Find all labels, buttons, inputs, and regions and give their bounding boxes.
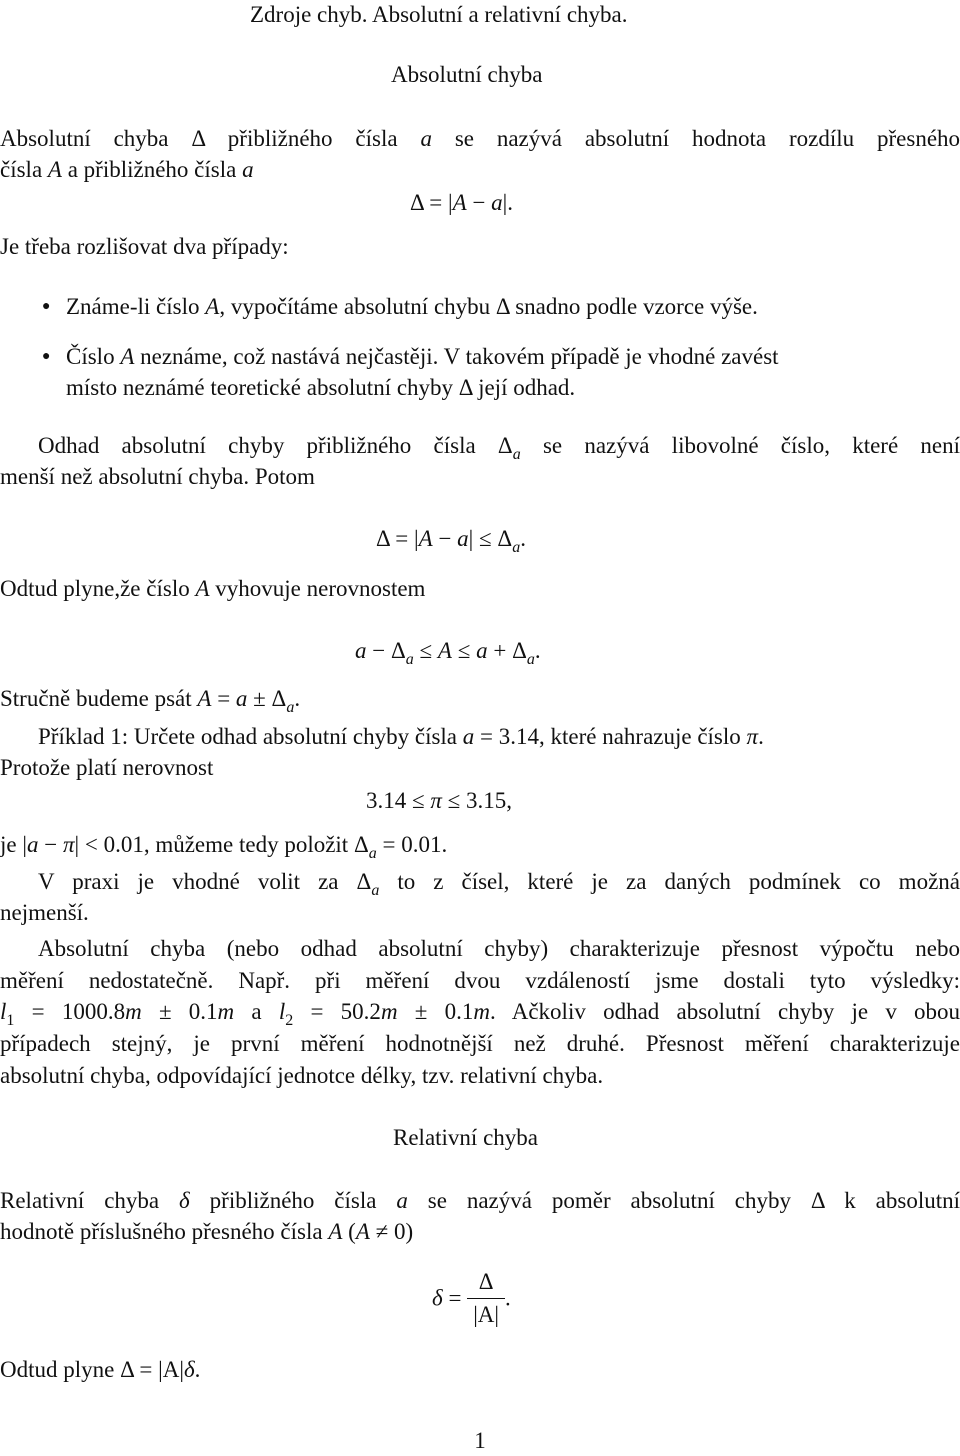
precision-paragraph-line-2: měření nedostatečně. Např. při měření dvou vzdáleností jsme dostali tyto výsledky: bbox=[0, 968, 960, 993]
equation-pi-bounds: 3.14 ≤ π ≤ 3.15, bbox=[366, 788, 513, 813]
precision-paragraph-line-3: $l_1 = 1000.8m \pm 0.1m$ a $l_2 = 50.2m \pm 0.1m$. Ačkoliv odhad absolutní chyby je v obou bbox=[0, 999, 960, 1029]
definition-line-2: čísla A a přibližného čísla a bbox=[0, 157, 254, 182]
estimate-line-1: Odhad absolutní chyby přibližného čísla $\Delta_a$ se nazývá libovolné číslo, které není bbox=[38, 433, 960, 463]
bullet-item-unknown-value-line-1: Číslo A neznáme, což nastává nejčastěji. V takovém případě je vhodné zavést bbox=[66, 344, 779, 369]
example-line-2: Protože platí nerovnost bbox=[0, 755, 214, 780]
equation-absolute-error: Δ = |A − a|. bbox=[410, 190, 514, 215]
precision-paragraph-line-4: případech stejný, je první měření hodnotnější než druhé. Přesnost měření charakterizuje bbox=[0, 1031, 960, 1056]
section-heading-absolute-error: Absolutní chyba bbox=[391, 62, 543, 87]
relative-definition-line-1: Relativní chyba δ přibližného čísla a se nazývá poměr absolutní chyby Δ k absolutní bbox=[0, 1188, 960, 1213]
example-line-3: je |a − π| < 0.01, můžeme tedy položit $\Delta_a = 0.01$. bbox=[0, 832, 448, 862]
practice-line-2: nejmenší. bbox=[0, 900, 89, 925]
bullet-icon: ● bbox=[42, 349, 51, 364]
definition-line-1: Absolutní chyba Δ přibližného čísla a se nazývá absolutní hodnota rozdílu přesného bbox=[0, 126, 960, 151]
bullet-item-unknown-value-line-2: místo neznámé teoretické absolutní chyby Δ její odhad. bbox=[66, 375, 576, 400]
equation-bounds: $a - \Delta_a \le A \le a + \Delta_a$. bbox=[355, 638, 541, 668]
equation-error-estimate: $\Delta = |A - a| \le \Delta_a$. bbox=[376, 526, 526, 556]
equation-relative-error: δ = $\frac{\Delta}{|A|}$ . bbox=[432, 1269, 511, 1327]
practice-line-1: V praxi je vhodné volit za $\Delta_a$ to z čísel, které je za daných podmínek co možná bbox=[38, 869, 960, 899]
short-notation: Stručně budeme psát $A = a \pm \Delta_a$. bbox=[0, 686, 301, 716]
cases-intro: Je třeba rozlišovat dva případy: bbox=[0, 234, 289, 259]
bullet-item-known-value: Známe-li číslo A, vypočítáme absolutní chybu Δ snadno podle vzorce výše. bbox=[66, 294, 758, 319]
section-heading-relative-error: Relativní chyba bbox=[393, 1125, 538, 1150]
relative-definition-line-2: hodnotě příslušného přesného čísla A (A ≠ 0) bbox=[0, 1219, 414, 1244]
fraction: $\frac{\Delta}{|A|}$ bbox=[467, 1268, 505, 1329]
page-number: 1 bbox=[474, 1428, 486, 1453]
precision-paragraph-line-1: Absolutní chyba (nebo odhad absolutní chyby) charakterizuje přesnost výpočtu nebo bbox=[38, 936, 960, 961]
estimate-line-2: menší než absolutní chyba. Potom bbox=[0, 464, 315, 489]
page-title: Zdroje chyb. Absolutní a relativní chyba. bbox=[250, 2, 628, 27]
conclusion-line: Odtud plyne Δ = |A|δ. bbox=[0, 1357, 201, 1382]
example-line-1: Příklad 1: Určete odhad absolutní chyby čísla a = 3.14, které nahrazuje číslo π. bbox=[38, 724, 764, 749]
bullet-icon: ● bbox=[42, 299, 51, 314]
precision-paragraph-line-5: absolutní chyba, odpovídající jednotce délky, tzv. relativní chyba. bbox=[0, 1063, 604, 1088]
inequality-intro: Odtud plyne,že číslo A vyhovuje nerovnostem bbox=[0, 576, 426, 601]
